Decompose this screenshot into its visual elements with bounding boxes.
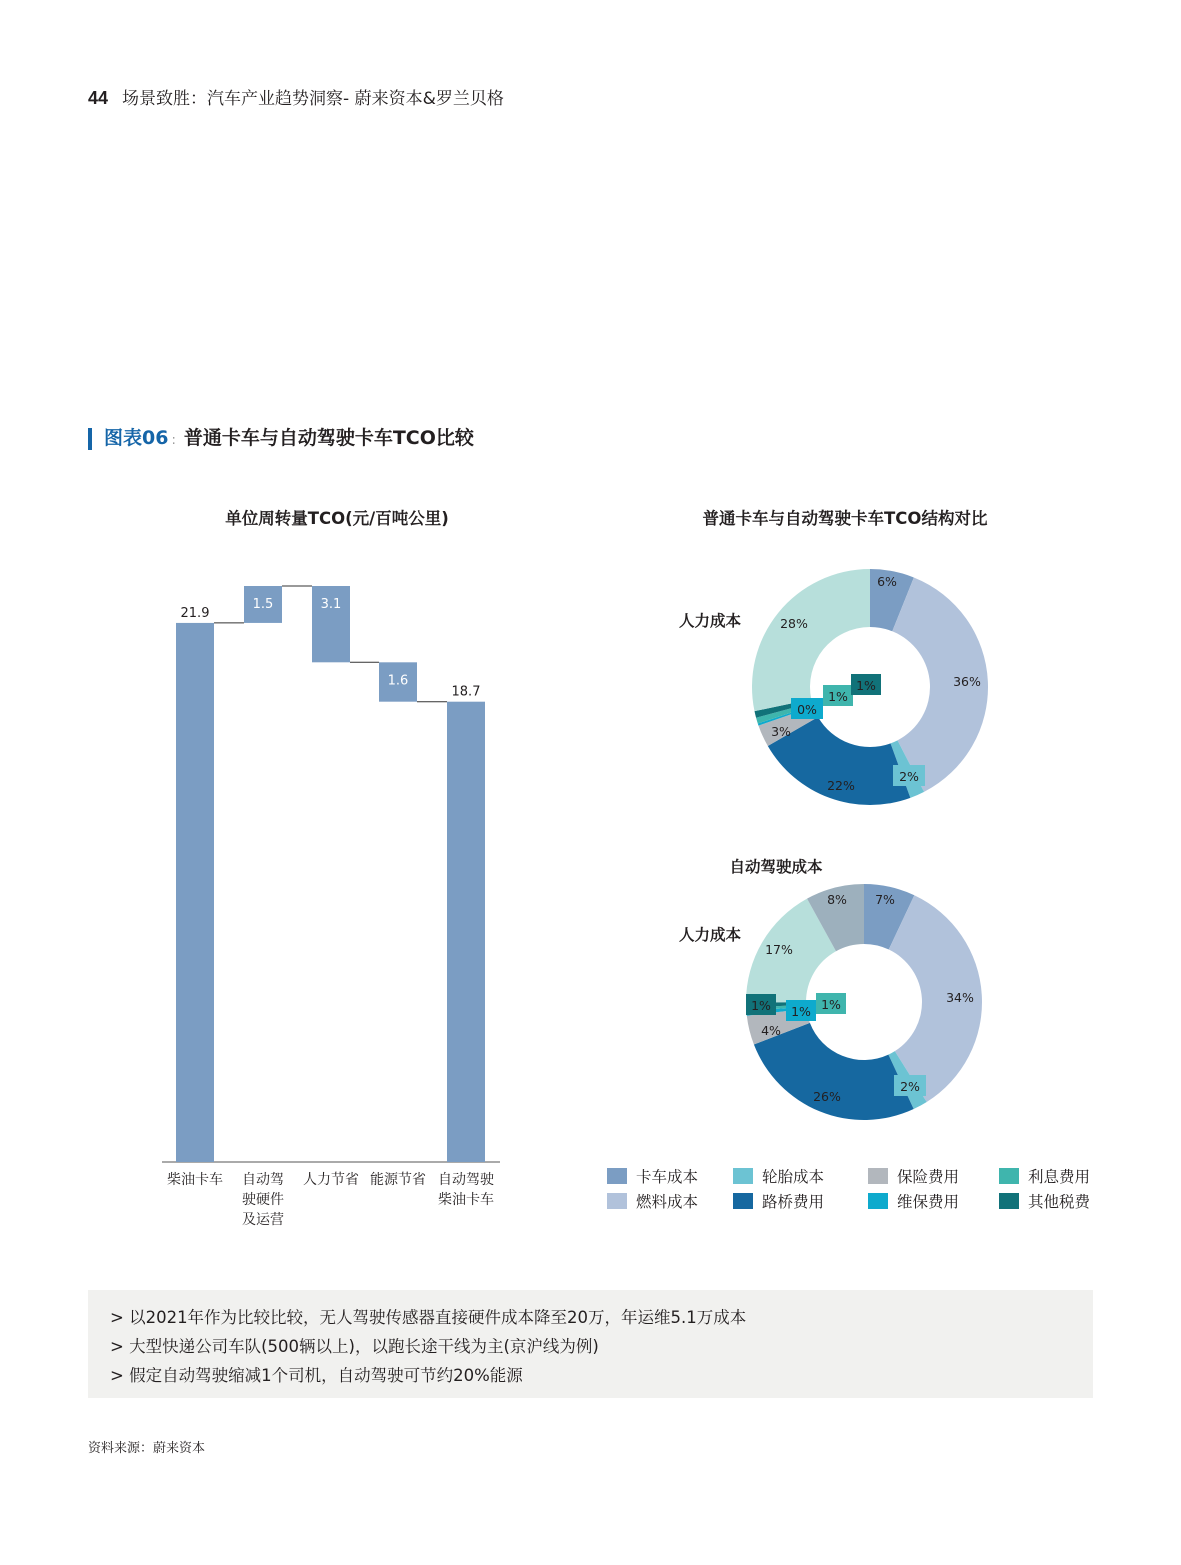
- bar-value-label: 1.5: [252, 597, 274, 612]
- legend-swatch: [868, 1193, 888, 1209]
- legend-swatch: [999, 1168, 1019, 1184]
- note-item: > 假定自动驾驶缩减1个司机，自动驾驶可节约20%能源: [110, 1366, 523, 1385]
- slice-label: 1%: [828, 689, 848, 704]
- slice-label: 36%: [953, 674, 981, 689]
- slice-label: 34%: [946, 990, 974, 1005]
- legend-label: 保险费用: [897, 1168, 960, 1186]
- legend-label: 其他税费: [1028, 1193, 1091, 1211]
- bar-value-label: 1.6: [387, 673, 409, 689]
- legend-item: [607, 1165, 698, 1187]
- slice-label: 0%: [797, 702, 817, 717]
- category-label: 柴油卡车: [438, 1192, 494, 1208]
- category-label: 及运营: [242, 1212, 284, 1228]
- bar-value-label: 21.9: [180, 605, 210, 621]
- page-number: 44: [88, 88, 109, 108]
- category-label: 能源节省: [370, 1172, 426, 1188]
- legend-item: [607, 1190, 698, 1212]
- legend-item: [999, 1165, 1090, 1187]
- note-item: > 以2021年作为比较比较，无人驾驶传感器直接硬件成本降至20万，年运维5.1万成本: [110, 1308, 747, 1327]
- notes-box: [88, 1290, 1093, 1398]
- category-label: 驶硬件: [242, 1192, 284, 1208]
- legend-item: [868, 1190, 959, 1212]
- donut1-side-label: 人力成本: [678, 612, 742, 630]
- legend-label: 燃料成本: [636, 1193, 699, 1211]
- slice-label: 1%: [791, 1004, 811, 1019]
- donut-conventional: [752, 569, 988, 805]
- waterfall-chart: [162, 586, 500, 1228]
- header-title: 场景致胜：汽车产业趋势洞察- 蔚来资本&罗兰贝格: [122, 89, 504, 109]
- legend-swatch: [999, 1193, 1019, 1209]
- slice-label: 1%: [751, 998, 771, 1013]
- category-label: 人力节省: [303, 1172, 359, 1188]
- legend-swatch: [733, 1168, 753, 1184]
- legend-label: 卡车成本: [636, 1168, 699, 1186]
- slice-label: 4%: [761, 1023, 781, 1038]
- source-note: 资料来源：蔚来资本: [88, 1441, 206, 1456]
- slice-label: 8%: [827, 892, 847, 907]
- legend-swatch: [868, 1168, 888, 1184]
- slice-label: 28%: [780, 616, 808, 631]
- donut2-side-label: 人力成本: [678, 926, 742, 944]
- category-label: 自动驾驶: [438, 1172, 494, 1188]
- donut-chart-title: 普通卡车与自动驾驶卡车TCO结构对比: [702, 509, 988, 528]
- donut2-subtitle: 自动驾驶成本: [729, 858, 823, 876]
- waterfall-title: 单位周转量TCO(元/百吨公里): [225, 509, 449, 528]
- slice-label: 17%: [765, 942, 793, 957]
- legend-item: [999, 1190, 1090, 1212]
- bar-value-label: 18.7: [451, 684, 481, 700]
- legend-swatch: [733, 1193, 753, 1209]
- slice-label: 7%: [875, 892, 895, 907]
- legend-label: 路桥费用: [762, 1193, 825, 1211]
- legend-item: [733, 1165, 824, 1187]
- slice-label: 26%: [813, 1089, 841, 1104]
- bar-value-label: 3.1: [320, 597, 342, 612]
- category-label: 柴油卡车: [167, 1172, 223, 1188]
- slice-label: 22%: [827, 778, 855, 793]
- legend-swatch: [607, 1168, 627, 1184]
- category-label: 自动驾: [242, 1172, 284, 1188]
- legend-label: 轮胎成本: [762, 1168, 825, 1186]
- slice-label: 3%: [771, 724, 791, 739]
- slice-label: 2%: [899, 769, 919, 784]
- slice-label: 2%: [900, 1079, 920, 1094]
- waterfall-bar: [176, 623, 214, 1162]
- legend-swatch: [607, 1193, 627, 1209]
- waterfall-bar: [447, 702, 485, 1162]
- slice-label: 6%: [877, 574, 897, 589]
- figure-heading: 普通卡车与自动驾驶卡车TCO比较: [183, 427, 474, 449]
- slice-label: 1%: [856, 678, 876, 693]
- legend-label: 利息费用: [1028, 1168, 1091, 1186]
- legend-item: [733, 1190, 824, 1212]
- slice-label: 1%: [821, 997, 841, 1012]
- legend-item: [868, 1165, 959, 1187]
- figure-label: 图表06: [104, 427, 169, 449]
- donut-autonomous: [746, 884, 982, 1120]
- figure-separator: :: [171, 433, 176, 448]
- legend-label: 维保费用: [897, 1193, 960, 1211]
- note-item: > 大型快递公司车队(500辆以上)，以跑长途干线为主(京沪线为例): [110, 1337, 599, 1356]
